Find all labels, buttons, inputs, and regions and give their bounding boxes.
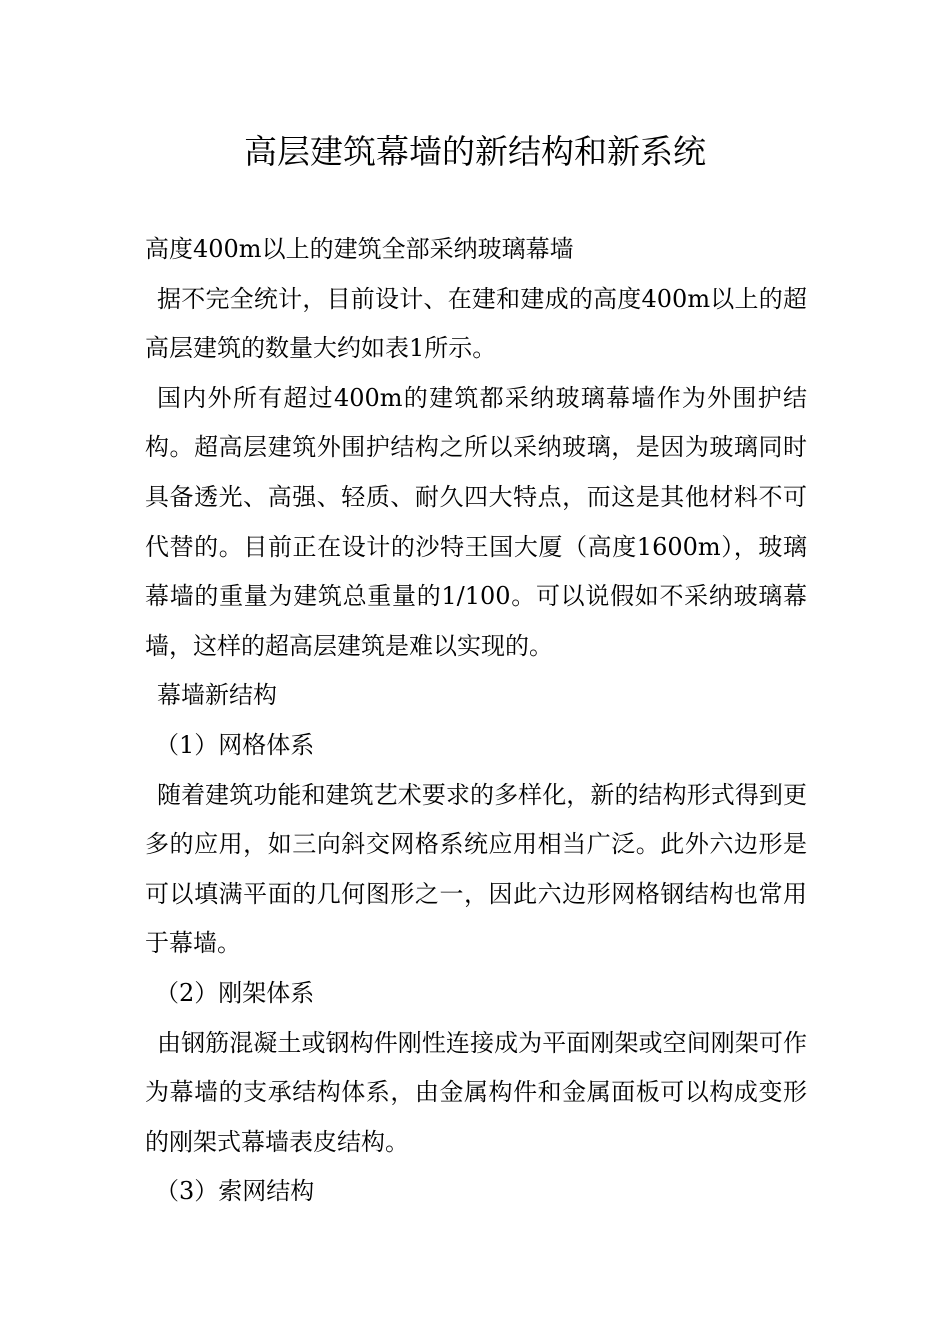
subheading-cable-net-structure: （3）索网结构 [155,1177,315,1206]
document-title: 高层建筑幕墙的新结构和新系统 [244,132,706,171]
paragraph-statistics: 据不完全统计，目前设计、在建和建成的高度400m以上的超高层建筑的数量大约如表1所示。 [145,284,807,363]
paragraph-glass-curtain-wall: 国内外所有超过400m的建筑都采纳玻璃幕墙作为外围护结构。超高层建筑外围护结构之所以采纳玻璃，是因为玻璃同时具备透光、高强、轻质、耐久四大特点，而这是其他材料不可代替的。目前正在设计的沙特王国大厦（高度1600m），玻璃幕墙的重量为建筑总重量的1/100。可以说假如不采纳玻璃幕墙，这样的超高层建筑是难以实现的。 [145,383,807,660]
section-heading-new-structure: 幕墙新结构 [157,681,277,710]
subheading-rigid-frame-system: （2）刚架体系 [155,978,315,1007]
subheading-grid-system: （1）网格体系 [155,730,315,759]
document-body [145,225,807,1217]
paragraph-rigid-frame-system: 由钢筋混凝土或钢构件刚性连接成为平面刚架或空间刚架可作为幕墙的支承结构体系，由金属构件和金属面板可以构成变形的刚架式幕墙表皮结构。 [145,1028,807,1156]
paragraph-grid-system: 随着建筑功能和建筑艺术要求的多样化，新的结构形式得到更多的应用，如三向斜交网格系统应用相当广泛。此外六边形是可以填满平面的几何图形之一，因此六边形网格钢结构也常用于幕墙。 [145,780,807,958]
paragraph-intro-heading: 高度400m以上的建筑全部采纳玻璃幕墙 [145,235,574,263]
